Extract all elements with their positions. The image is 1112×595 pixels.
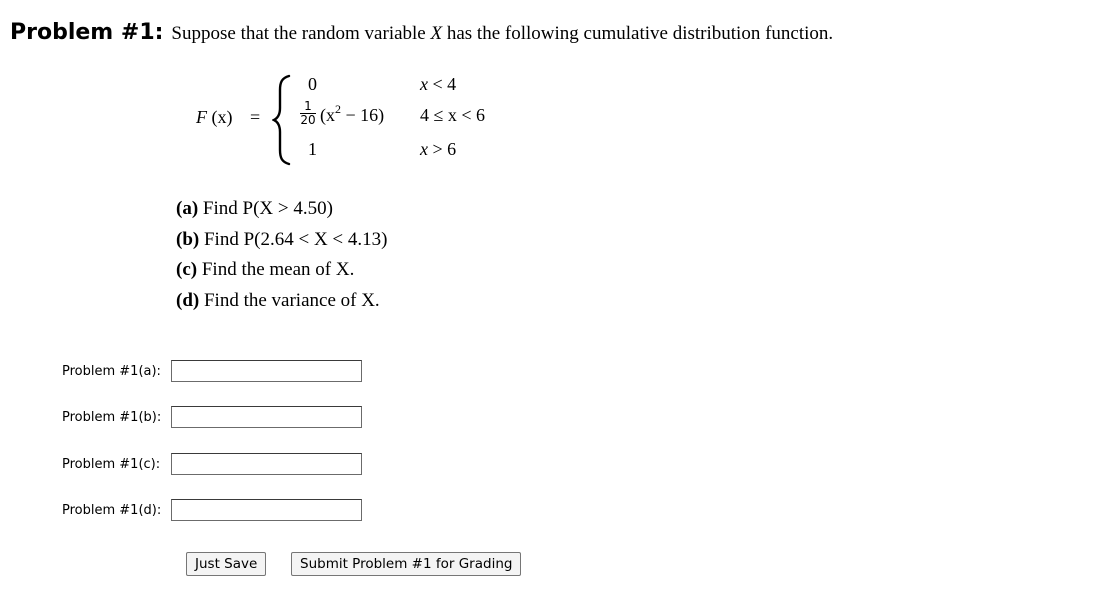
problem-heading: Problem #1: <box>10 20 164 45</box>
answer-label-b: Problem #1(b): <box>62 410 162 425</box>
case-2-fraction: $\frac{1}{20}$ <box>300 99 316 127</box>
answer-row-a <box>0 360 520 384</box>
answer-row-c <box>0 453 520 477</box>
random-variable: X <box>430 23 443 44</box>
just-save-button[interactable]: Just Save <box>186 552 266 576</box>
cdf-formula <box>196 72 516 168</box>
answer-input-b[interactable] <box>171 406 362 428</box>
answer-input-a[interactable] <box>171 360 362 382</box>
answer-input-c[interactable] <box>171 453 362 475</box>
left-brace-icon <box>196 72 236 168</box>
case-brace-icon <box>272 72 292 168</box>
equals-sign: = <box>250 107 261 127</box>
problem-title <box>10 20 833 45</box>
answer-label-a: Problem #1(a): <box>62 364 161 379</box>
case-1-condition: x < 4 <box>420 74 457 94</box>
case-3-expression: 1 <box>308 139 317 159</box>
case-2-expression: $(x^2 - 16)$ <box>320 102 385 125</box>
problem-intro: Suppose that the random variable X has the following cumulative distribution function. <box>171 23 834 44</box>
cdf-lhs: F (x) <box>196 107 233 127</box>
part-c: (c) Find the mean of X. <box>176 259 355 280</box>
answer-row-d <box>0 499 520 523</box>
answer-row-b <box>0 406 520 430</box>
part-a: (a) Find P(X > 4.50) <box>176 198 333 219</box>
answer-label-c: Problem #1(c): <box>62 457 161 472</box>
question-parts <box>176 198 387 320</box>
part-d: (d) Find the variance of X. <box>176 289 380 311</box>
case-3-condition: x > 6 <box>420 139 457 159</box>
part-b: (b) Find P(2.64 < X < 4.13) <box>176 228 388 250</box>
case-1-expression: 0 <box>308 74 317 94</box>
answer-input-d[interactable] <box>171 499 362 521</box>
case-2-condition: 4 ≤ x < 6 <box>420 105 486 125</box>
answer-label-d: Problem #1(d): <box>62 503 162 518</box>
submit-button[interactable]: Submit Problem #1 for Grading <box>291 552 521 576</box>
